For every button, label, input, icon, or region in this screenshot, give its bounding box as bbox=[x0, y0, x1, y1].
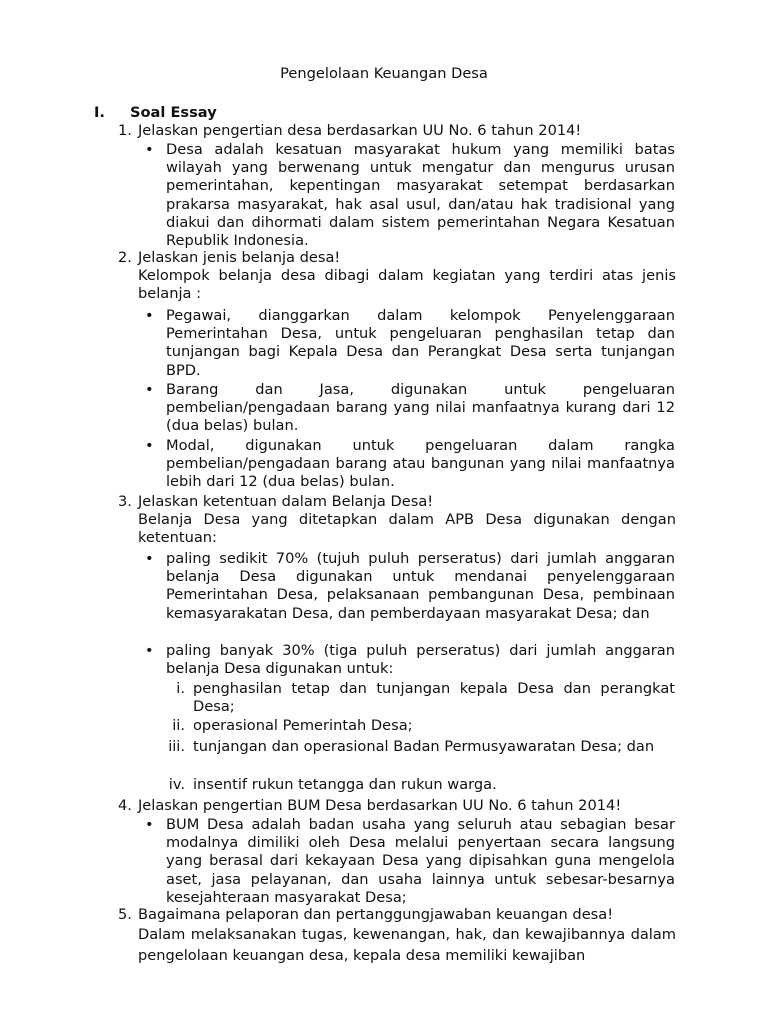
question-text: Jelaskan pengertian desa berdasarkan UU No. 6 tahun 2014! bbox=[138, 122, 582, 139]
question-5 bbox=[118, 906, 676, 966]
bullet-text: Desa adalah kesatuan masyarakat hukum yang memiliki batas wilayah yang berwenang untuk mengatur dan mengurus urusan pemerintahan, kepentingan masyarakat setempat berdasarkan prakarsa masyarakat, hak asal usul, dan/atau hak tradisional yang diakui dan dihormati dalam sistem pemerintahan Negara Kesatuan Republik Indonesia. bbox=[166, 141, 675, 250]
bullet-item bbox=[145, 816, 675, 907]
bullet-dot: • bbox=[145, 816, 154, 833]
sub-item bbox=[165, 717, 675, 735]
bullet-text: Barang dan Jasa, digunakan untuk pengeluaran pembelian/pengadaan barang yang nilai manfaatnya kurang dari 12 (dua belas) bulan. bbox=[166, 381, 675, 435]
bullet-dot: • bbox=[145, 307, 154, 324]
question-text: Bagaimana pelaporan dan pertanggungjawaban keuangan desa! bbox=[138, 906, 614, 923]
question-3 bbox=[118, 493, 676, 548]
question-text: Jelaskan jenis belanja desa! bbox=[138, 249, 341, 266]
bullet-item bbox=[145, 550, 675, 623]
bullet-text: paling banyak 30% (tiga puluh perseratus) dari jumlah anggaran belanja Desa digunakan untuk: bbox=[166, 642, 675, 678]
question-number: 4. bbox=[118, 797, 132, 814]
bullet-dot: • bbox=[145, 642, 154, 659]
section-number: I. bbox=[94, 104, 105, 121]
sub-item-text: penghasilan tetap dan tunjangan kepala Desa dan perangkat Desa; bbox=[193, 680, 675, 716]
bullet-item bbox=[145, 642, 675, 678]
question-4 bbox=[118, 797, 676, 815]
sub-item bbox=[165, 738, 675, 756]
bullet-text: Modal, digunakan untuk pengeluaran dalam rangka pembelian/pengadaan barang atau bangunan yang nilai manfaatnya lebih dari 12 (dua belas) bulan. bbox=[166, 437, 675, 491]
sub-item-text: operasional Pemerintah Desa; bbox=[193, 717, 413, 734]
sub-item-text: tunjangan dan operasional Badan Permusyawaratan Desa; dan bbox=[193, 738, 655, 755]
bullet-text: Pegawai, dianggarkan dalam kelompok Penyelenggaraan Pemerintahan Desa, untuk pengeluaran penghasilan tetap dan tunjangan bagi Kepala Desa dan Perangkat Desa serta tunjangan BPD. bbox=[166, 307, 675, 379]
sub-item-text: insentif rukun tetangga dan rukun warga. bbox=[193, 776, 497, 793]
question-text: Jelaskan ketentuan dalam Belanja Desa! bbox=[138, 493, 434, 510]
section-heading bbox=[94, 104, 217, 122]
bullet-dot: • bbox=[145, 550, 154, 567]
bullet-dot: • bbox=[145, 381, 154, 398]
sub-item-number: ii. bbox=[172, 717, 185, 734]
question-number: 2. bbox=[118, 249, 132, 266]
question-number: 1. bbox=[118, 122, 132, 139]
bullet-item bbox=[145, 437, 675, 492]
question-text: Jelaskan pengertian BUM Desa berdasarkan UU No. 6 tahun 2014! bbox=[138, 797, 622, 814]
bullet-dot: • bbox=[145, 141, 154, 158]
sub-item bbox=[165, 776, 675, 794]
bullet-item bbox=[145, 307, 675, 380]
answer-paragraph: Dalam melaksanakan tugas, kewenangan, hak, dan kewajibannya dalam pengelolaan keuangan desa, kepala desa memiliki kewajiban bbox=[138, 926, 676, 965]
answer-intro: Kelompok belanja desa dibagi dalam kegiatan yang terdiri atas jenis belanja : bbox=[138, 267, 676, 303]
sub-item-number: i. bbox=[176, 680, 185, 697]
bullet-text: paling sedikit 70% (tujuh puluh perseratus) dari jumlah anggaran belanja Desa digunakan untuk mendanai penyelenggaraan Pemerintahan Desa, pelaksanaan pembangunan Desa, pembinaan kemasyarakatan Desa, dan pemberdayaan masyarakat Desa; dan bbox=[166, 550, 675, 622]
bullet-item bbox=[145, 381, 675, 436]
section-title: Soal Essay bbox=[130, 104, 217, 121]
bullet-dot: • bbox=[145, 437, 154, 454]
question-1 bbox=[118, 122, 676, 140]
question-number: 3. bbox=[118, 493, 132, 510]
sub-item-number: iv. bbox=[168, 776, 185, 793]
bullet-item bbox=[145, 141, 675, 250]
document-title: Pengelolaan Keuangan Desa bbox=[280, 65, 488, 82]
question-number: 5. bbox=[118, 906, 132, 923]
sub-item bbox=[165, 680, 675, 716]
bullet-text: BUM Desa adalah badan usaha yang seluruh atau sebagian besar modalnya dimiliki oleh Desa melalui penyertaan secara langsung yang berasal dari kekayaan Desa yang dipisahkan guna mengelola aset, jasa pelayanan, dan usaha lainnya untuk sebesar-besarnya kesejahteraan masyarakat Desa; bbox=[166, 816, 675, 906]
question-2 bbox=[118, 249, 676, 304]
sub-item-number: iii. bbox=[168, 738, 185, 755]
answer-intro: Belanja Desa yang ditetapkan dalam APB Desa digunakan dengan ketentuan: bbox=[138, 511, 676, 547]
